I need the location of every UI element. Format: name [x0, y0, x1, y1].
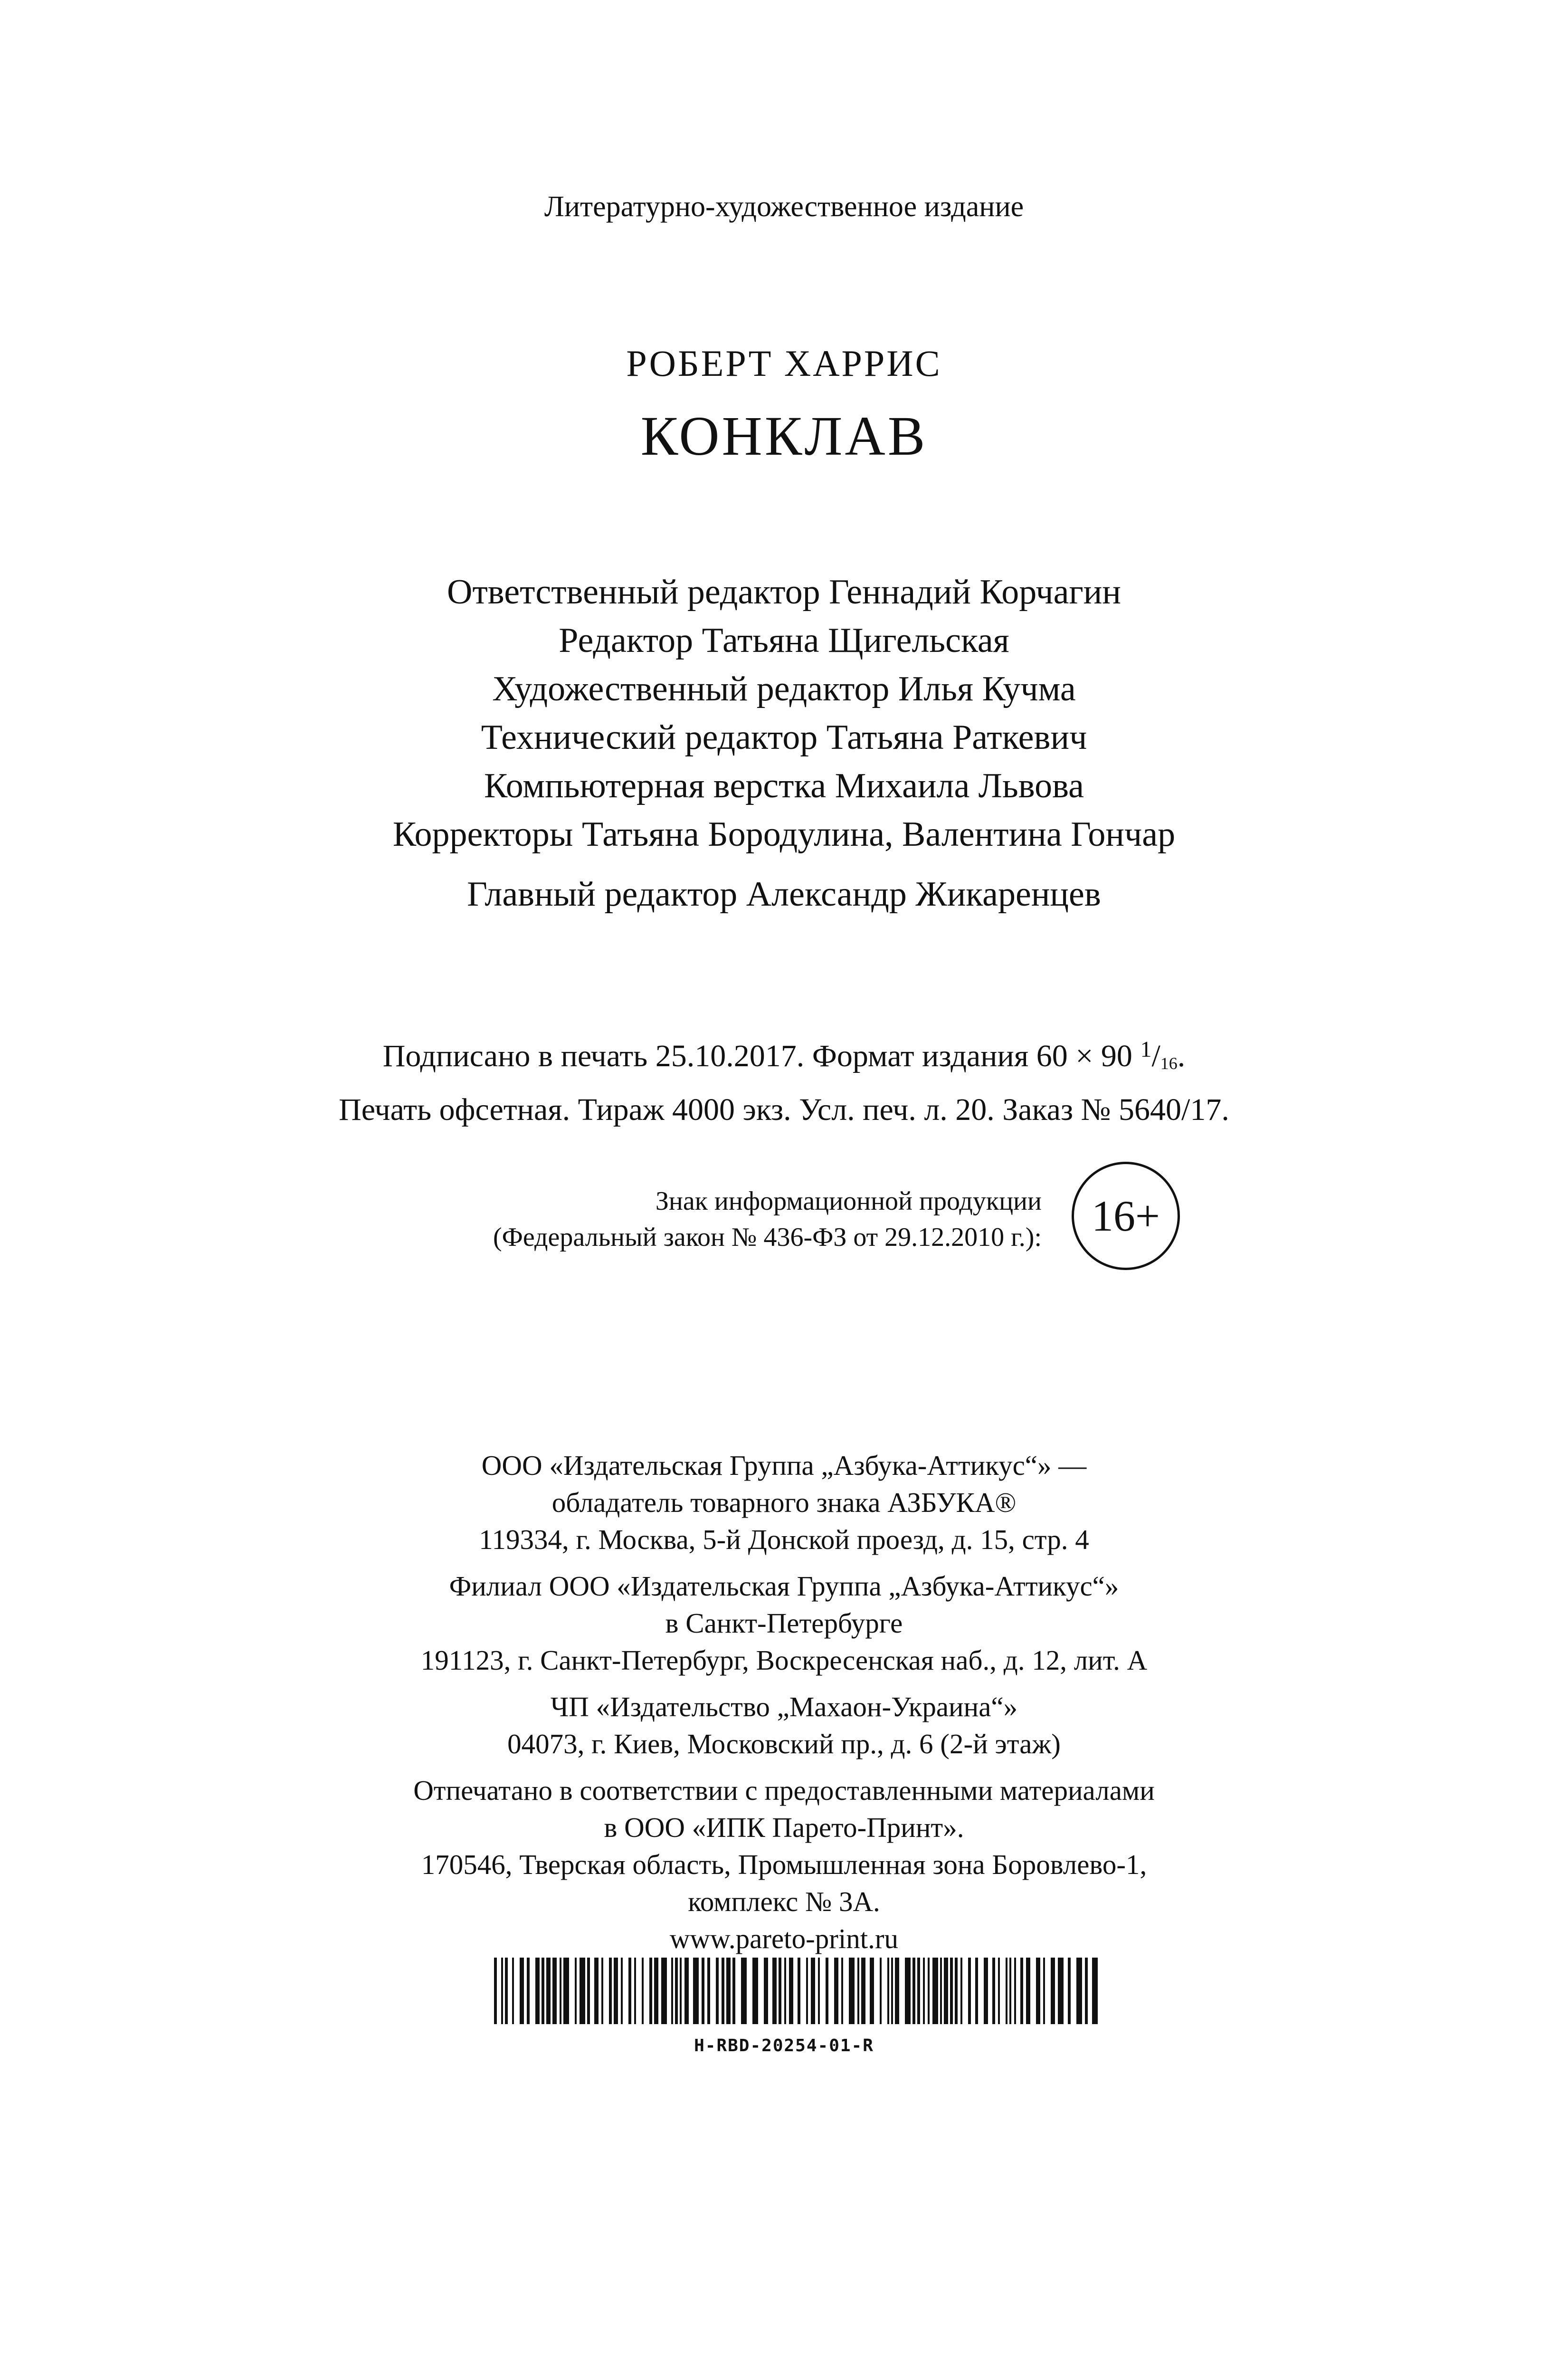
barcode-bar	[891, 1958, 893, 2024]
barcode-bar	[932, 1958, 938, 2024]
barcode-bar	[654, 1958, 658, 2024]
barcode-bar	[841, 1958, 843, 2024]
barcode-bar	[968, 1958, 971, 2024]
barcode-bar	[811, 1958, 815, 2024]
publisher-line: обладатель товарного знака АЗБУКА®	[551, 1487, 1017, 1518]
barcode-bar	[912, 1958, 915, 2024]
barcode-bar	[560, 1958, 561, 2024]
barcode-bar	[772, 1958, 777, 2024]
barcode-bar	[992, 1958, 995, 2024]
barcode-bar	[779, 1958, 781, 2024]
barcode-bar	[580, 1958, 585, 2024]
publisher-line: 191123, г. Санкт-Петербург, Воскресенская наб., д. 12, лит. А	[420, 1644, 1148, 1676]
barcode-bar	[928, 1958, 930, 2024]
barcode-bar	[1006, 1958, 1007, 2024]
barcode-bar	[880, 1958, 882, 2024]
barcode-bar	[621, 1958, 623, 2024]
credits-list	[0, 568, 1568, 859]
barcode-bar	[684, 1958, 689, 2024]
barcode-bar	[1058, 1958, 1064, 2024]
barcode-bar	[649, 1958, 652, 2024]
imprint-line-1-end: .	[1177, 1039, 1186, 1073]
barcode-bar	[950, 1958, 953, 2024]
barcode-bar	[680, 1958, 682, 2024]
credit-line: Редактор Татьяна Щигельская	[559, 621, 1009, 660]
barcode-bar	[512, 1958, 514, 2024]
barcode-bar	[722, 1958, 724, 2024]
barcode-bar	[702, 1958, 704, 2024]
barcode-bar	[1020, 1958, 1023, 2024]
barcode-bar	[857, 1958, 859, 2024]
barcode-bar	[601, 1958, 603, 2024]
barcode-bar	[726, 1958, 731, 2024]
publisher-line: в ООО «ИПК Парето-Принт».	[604, 1812, 964, 1843]
imprint-format-text: Подписано в печать 25.10.2017. Формат издания 60 × 90	[382, 1039, 1132, 1073]
barcode-bar	[984, 1958, 988, 2024]
barcode-bar	[826, 1958, 828, 2024]
barcode-bar	[752, 1958, 758, 2024]
barcode-bar	[998, 1958, 1000, 2024]
barcode-bar	[849, 1958, 855, 2024]
barcode-bar	[1051, 1958, 1055, 2024]
barcode-bar	[527, 1958, 530, 2024]
barcode-bar	[642, 1958, 644, 2024]
barcode-bar	[552, 1958, 557, 2024]
barcode-bar	[789, 1958, 793, 2024]
barcode-bar	[575, 1958, 577, 2024]
barcode-bar	[520, 1958, 524, 2024]
format-fraction-separator: /	[1151, 1039, 1160, 1073]
author-name: РОБЕРТ ХАРРИС	[626, 343, 942, 384]
barcode-bar	[546, 1958, 551, 2024]
barcode-bar	[944, 1958, 948, 2024]
book-title: КОНКЛАВ	[640, 405, 928, 467]
printer-website: www.pareto-print.ru	[669, 1923, 899, 1954]
barcode-bar	[1009, 1958, 1011, 2024]
publisher-block-moscow	[0, 1447, 1568, 1558]
barcode-bar	[887, 1958, 889, 2024]
publisher-line: ЧП «Издательство „Махаон-Украина“»	[550, 1691, 1018, 1722]
printer-block	[0, 1772, 1568, 1957]
barcode-bar	[784, 1958, 786, 2024]
publisher-line: в Санкт-Петербурге	[665, 1607, 903, 1639]
barcode-bar	[1014, 1958, 1016, 2024]
format-fraction-numerator: 1	[1140, 1037, 1152, 1062]
barcode-bar	[975, 1958, 978, 2024]
publisher-block-kiev	[0, 1688, 1568, 1762]
barcode-image	[494, 1958, 1102, 2024]
barcode-bar	[505, 1958, 508, 2024]
barcode-bar	[1092, 1958, 1098, 2024]
edition-type: Литературно-художественное издание	[544, 191, 1024, 223]
publisher-line: 04073, г. Киев, Московский пр., д. 6 (2-й этаж)	[507, 1728, 1061, 1759]
barcode-bar	[1085, 1958, 1088, 2024]
publisher-line: комплекс № 3А.	[688, 1886, 880, 1917]
credit-line: Художественный редактор Илья Кучма	[492, 669, 1076, 708]
credit-line: Компьютерная верстка Михаила Львова	[484, 766, 1084, 805]
info-sign-line-1: Знак информационной продукции	[655, 1186, 1042, 1216]
credit-line: Ответственный редактор Геннадий Корчагин	[447, 573, 1121, 612]
barcode-bar	[501, 1958, 503, 2024]
barcode-bar	[1036, 1958, 1040, 2024]
barcode-bar	[716, 1958, 719, 2024]
publisher-line: Филиал ООО «Издательская Группа „Азбука-Аттикус“»	[449, 1570, 1119, 1602]
credit-line: Технический редактор Татьяна Раткевич	[481, 718, 1087, 757]
barcode-bar	[940, 1958, 942, 2024]
info-sign-line-2: (Федеральный закон № 436-ФЗ от 29.12.2010 г.):	[493, 1223, 1042, 1252]
barcode-bar	[661, 1958, 667, 2024]
publisher-info	[0, 1447, 1568, 1967]
barcode-bar	[764, 1958, 768, 2024]
imprint-line-1	[0, 1026, 1568, 1087]
barcode-bar	[587, 1958, 590, 2024]
barcode-bar	[693, 1958, 699, 2024]
barcode-bar	[806, 1958, 808, 2024]
barcode-bar	[923, 1958, 925, 2024]
barcode-bar	[960, 1958, 962, 2024]
info-sign-text	[493, 1183, 1042, 1255]
publisher-line: 119334, г. Москва, 5-й Донской проезд, д. 15, стр. 4	[479, 1524, 1089, 1555]
barcode-bar	[870, 1958, 874, 2024]
barcode-bar	[834, 1958, 838, 2024]
barcode-bar	[905, 1958, 911, 2024]
barcode-bar	[895, 1958, 899, 2024]
barcode-bar	[861, 1958, 865, 2024]
barcode-bar	[798, 1958, 800, 2024]
barcode-bar	[1043, 1958, 1045, 2024]
publisher-line: 170546, Тверская область, Промышленная зона Боровлево-1,	[421, 1849, 1147, 1880]
barcode-bar	[594, 1958, 599, 2024]
barcode-bar	[1026, 1958, 1030, 2024]
format-fraction-denominator: 16	[1160, 1054, 1178, 1073]
barcode-bar	[955, 1958, 958, 2024]
barcode-bar	[1076, 1958, 1082, 2024]
barcode-bar	[614, 1958, 618, 2024]
barcode-bar	[671, 1958, 673, 2024]
barcode-code: H-RBD-20254-01-R	[694, 2036, 874, 2055]
barcode-bar	[707, 1958, 710, 2024]
barcode-bar	[535, 1958, 540, 2024]
barcode-bar	[741, 1958, 747, 2024]
publisher-line: ООО «Издательская Группа „Азбука-Аттикус“» —	[481, 1450, 1087, 1481]
barcode-bar	[563, 1958, 569, 2024]
publisher-line: Отпечатано в соответствии с предоставленными материалами	[413, 1775, 1155, 1806]
barcode-bar	[732, 1958, 735, 2024]
barcode-bar	[818, 1958, 820, 2024]
publisher-block-spb	[0, 1568, 1568, 1679]
barcode-bar	[1068, 1958, 1071, 2024]
imprint-line-2: Печать офсетная. Тираж 4000 экз. Усл. печ. л. 20. Заказ № 5640/17.	[339, 1092, 1229, 1127]
credit-line: Корректоры Татьяна Бородулина, Валентина Гончар	[392, 815, 1176, 854]
print-imprint	[0, 1026, 1568, 1133]
barcode-bar	[628, 1958, 631, 2024]
barcode-bar	[634, 1958, 636, 2024]
chief-editor: Главный редактор Александр Жикаренцев	[467, 875, 1101, 914]
barcode-bar	[675, 1958, 678, 2024]
barcode-bar	[494, 1958, 497, 2024]
barcode-bar	[542, 1958, 544, 2024]
barcode-bar	[609, 1958, 612, 2024]
barcode-bar	[917, 1958, 920, 2024]
age-rating-badge: 16+	[1072, 1162, 1180, 1270]
